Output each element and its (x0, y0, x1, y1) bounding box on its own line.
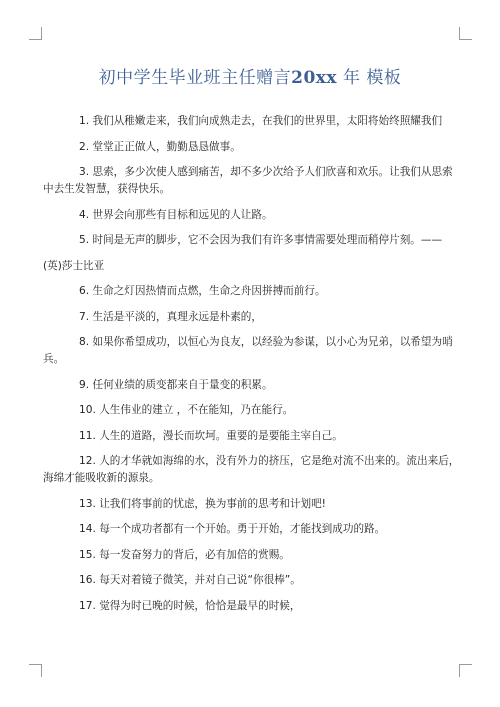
paragraph-17: 17. 觉得为时已晚的时候，恰恰是最早的时候， (79, 599, 301, 612)
paragraph-7: 7. 生活是平淡的，真理永远是朴素的， (79, 310, 262, 323)
paragraph-3-continued: 中去生发智慧，获得快乐。 (43, 183, 171, 195)
title-prefix: 初中学生毕业班主任赠言 (98, 68, 292, 88)
paragraph-15: 15. 每一发奋努力的背后，必有加倍的赏赐。 (79, 548, 290, 561)
title-suffix: 年 模板 (342, 68, 402, 88)
document-title (0, 63, 500, 88)
paragraph-10: 10. 人生伟业的建立 ，不在能知，乃在能行。 (79, 404, 294, 416)
paragraph-12-continued: 海绵才能吸收新的源泉。 (43, 472, 160, 484)
title-year: 20xx (291, 68, 338, 88)
paragraph-11: 11. 人生的道路，漫长而坎坷。重要的是要能主宰自己。 (79, 429, 343, 442)
paragraph-3: 3. 思索，多少次使人感到痛苦，却不多少次给予人们欣喜和欢乐。让我们从思索 (79, 166, 453, 178)
crop-mark-bottom-right (459, 664, 472, 677)
paragraph-12: 12. 人的才华就如海绵的水，没有外力的挤压，它是绝对流不出来的。流出来后， (79, 455, 460, 467)
paragraph-1: 1. 我们从稚嫩走来，我们向成熟走去，在我们的世界里，太阳将始终照耀我们 (79, 115, 443, 127)
paragraph-14: 14. 每一个成功者都有一个开始。勇于开始，才能找到成功的路。 (79, 523, 386, 535)
paragraph-8-continued: 兵。 (43, 353, 65, 365)
paragraph-5-attribution: (英)莎士比亚 (43, 259, 105, 272)
crop-mark-top-right (459, 27, 472, 40)
paragraph-4: 4. 世界会向那些有目标和远见的人让路。 (79, 208, 273, 221)
paragraph-8: 8. 如果你希望成功，以恒心为良友，以经验为参谋，以小心为兄弟，以希望为哨 (79, 336, 453, 348)
paragraph-16: 16. 每天对着镜子微笑，并对自己说“你很棒”。 (79, 574, 301, 586)
crop-mark-bottom-left (29, 664, 42, 677)
paragraph-5: 5. 时间是无声的脚步，它不会因为我们有许多事情需要处理而稍停片刻。—— (79, 234, 443, 246)
crop-mark-top-left (29, 27, 42, 40)
paragraph-6: 6. 生命之灯因热情而点燃，生命之舟因拼搏而前行。 (79, 285, 326, 297)
paragraph-9: 9. 任何业绩的质变都来自于量变的积累。 (79, 378, 273, 391)
paragraph-13: 13. 让我们将事前的忧虑，换为事前的思考和计划吧! (79, 497, 326, 510)
paragraph-2: 2. 堂堂正正做人，勤勤恳恳做事。 (79, 140, 241, 153)
document-body (43, 113, 460, 623)
